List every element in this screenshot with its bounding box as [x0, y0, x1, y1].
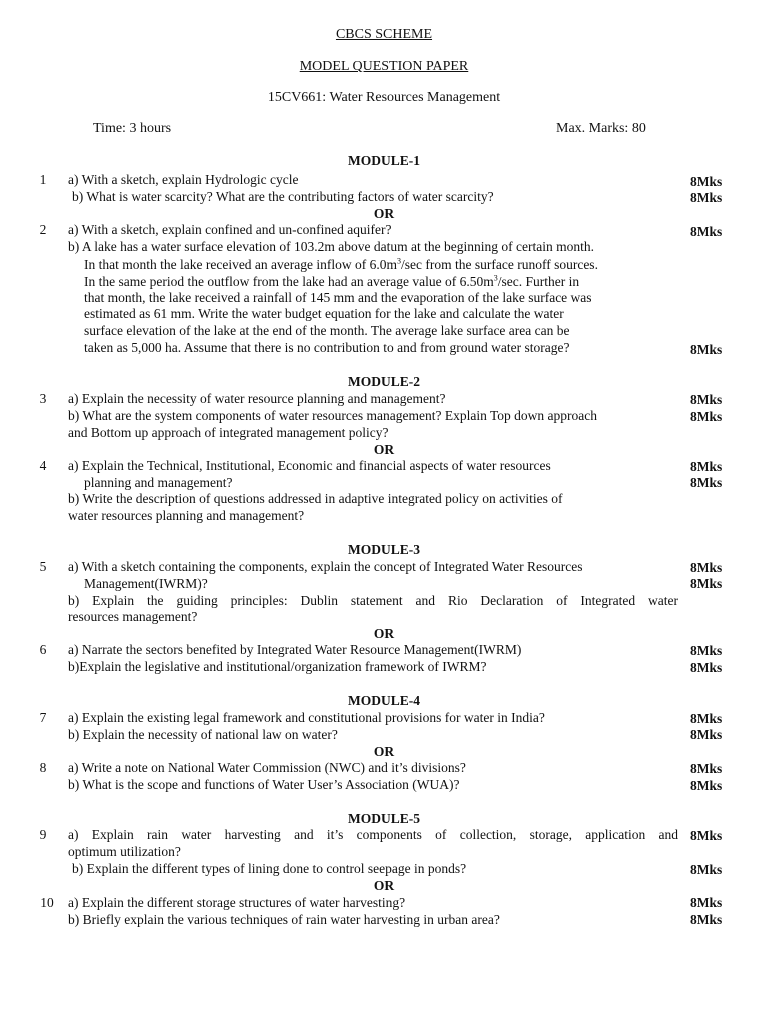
question-2b-line: In that month the lake received an average inflow of $6.0m^3/\sec$ from the surface runoff sources.: [84, 256, 598, 272]
marks-label: 8Mks: [690, 224, 723, 239]
question-8b: b) What is the scope and functions of Water User’s Association (WUA)?: [68, 777, 460, 792]
question-2b-line: taken as 5,000 ha. Assume that there is no contribution to and from ground water storage?: [84, 340, 570, 355]
question-2b-line: surface elevation of the lake at the end of the month. The average lake surface area can be: [84, 323, 570, 338]
marks-label: 8Mks: [690, 174, 723, 189]
marks-label: 8Mks: [690, 660, 723, 675]
marks-label: 8Mks: [690, 828, 723, 843]
or-divider: OR: [373, 206, 395, 221]
module-5-title: MODULE-5: [348, 811, 420, 826]
question-5b-line: b) Explain the guiding principles: Dublin statement and Rio Declaration of Integrated water: [68, 593, 678, 608]
question-4a-line: a) Explain the Technical, Institutional, Economic and financial aspects of water resources: [68, 458, 551, 473]
question-8a: a) Write a note on National Water Commission (NWC) and it’s divisions?: [68, 760, 466, 775]
marks-label: 8Mks: [690, 711, 723, 726]
module-4-title: MODULE-4: [348, 693, 420, 708]
course-title: 15CV661: Water Resources Management: [267, 90, 501, 105]
question-5b-line: resources management?: [68, 609, 198, 624]
question-2b-line: In the same period the outflow from the lake had an average value of $6.50m^3/\sec$. Further in: [84, 273, 580, 289]
question-number: 5: [39, 559, 47, 574]
marks-label: 8Mks: [690, 409, 723, 424]
question-number: 1: [39, 172, 47, 187]
question-number: 6: [39, 642, 47, 657]
question-number: 8: [39, 760, 47, 775]
or-divider: OR: [373, 626, 395, 641]
time-label: Time: 3 hours: [93, 121, 172, 136]
marks-label: 8Mks: [690, 342, 723, 357]
question-5a-line: a) With a sketch containing the components, explain the concept of Integrated Water Resources: [68, 559, 583, 574]
module-3-title: MODULE-3: [348, 542, 420, 557]
module-1-title: MODULE-1: [348, 153, 420, 168]
question-number: 7: [39, 710, 47, 725]
question-7a: a) Explain the existing legal framework and constitutional provisions for water in India?: [68, 710, 545, 725]
question-3b-line: and Bottom up approach of integrated management policy?: [68, 425, 389, 440]
question-3a: a) Explain the necessity of water resource planning and management?: [68, 391, 446, 406]
question-6a: a) Narrate the sectors benefited by Integrated Water Resource Management(IWRM): [68, 642, 522, 657]
marks-label: 8Mks: [690, 761, 723, 776]
marks-label: 8Mks: [690, 459, 723, 474]
or-divider: OR: [373, 878, 395, 893]
question-5a-line: Management(IWRM)?: [84, 576, 208, 591]
marks-label: 8Mks: [690, 560, 723, 575]
question-number: 10: [40, 895, 54, 910]
or-divider: OR: [373, 442, 395, 457]
question-2b-line: estimated as 61 mm. Write the water budget equation for the lake and calculate the water: [84, 306, 564, 321]
paper-type-title: MODEL QUESTION PAPER: [299, 59, 469, 74]
question-4a-line: planning and management?: [84, 475, 233, 490]
marks-label: 8Mks: [690, 895, 723, 910]
module-2-title: MODULE-2: [348, 374, 420, 389]
marks-label: 8Mks: [690, 576, 723, 591]
question-number: 3: [39, 391, 47, 406]
question-3b-line: b) What are the system components of water resources management? Explain Top down approach: [68, 408, 598, 423]
question-2b-line: that month, the lake received a rainfall of 145 mm and the evaporation of the lake surface was: [84, 290, 592, 305]
question-4b-line: b) Write the description of questions addressed in adaptive integrated policy on activities of: [68, 491, 563, 506]
marks-label: 8Mks: [690, 475, 723, 490]
marks-label: 8Mks: [690, 643, 723, 658]
scheme-title: CBCS SCHEME: [335, 27, 433, 42]
max-marks-label: Max. Marks: 80: [556, 121, 646, 136]
question-7b: b) Explain the necessity of national law on water?: [68, 727, 338, 742]
or-divider: OR: [373, 744, 395, 759]
question-number: 2: [39, 222, 47, 237]
marks-label: 8Mks: [690, 778, 723, 793]
marks-label: 8Mks: [690, 862, 723, 877]
question-10a: a) Explain the different storage structures of water harvesting?: [68, 895, 406, 910]
question-10b: b) Briefly explain the various techniques of rain water harvesting in urban area?: [68, 912, 500, 927]
marks-label: 8Mks: [690, 392, 723, 407]
question-2a: a) With a sketch, explain confined and un-confined aquifer?: [68, 222, 392, 237]
question-4b-line: water resources planning and management?: [68, 508, 305, 523]
question-number: 4: [39, 458, 47, 473]
question-1a: a) With a sketch, explain Hydrologic cycle: [68, 172, 299, 187]
question-number: 9: [39, 827, 47, 842]
question-6b: b)Explain the legislative and institutional/organization framework of IWRM?: [68, 659, 487, 674]
question-9a-line: a) Explain rain water harvesting and it’s components of collection, storage, application and: [68, 827, 678, 842]
marks-label: 8Mks: [690, 727, 723, 742]
marks-label: 8Mks: [690, 190, 723, 205]
question-2b-line: b) A lake has a water surface elevation of 103.2m above datum at the beginning of certain month.: [68, 239, 594, 254]
question-1b: b) What is water scarcity? What are the contributing factors of water scarcity?: [72, 189, 494, 204]
marks-label: 8Mks: [690, 912, 723, 927]
question-9b: b) Explain the different types of lining done to control seepage in ponds?: [72, 861, 467, 876]
question-9a-line: optimum utilization?: [68, 844, 181, 859]
